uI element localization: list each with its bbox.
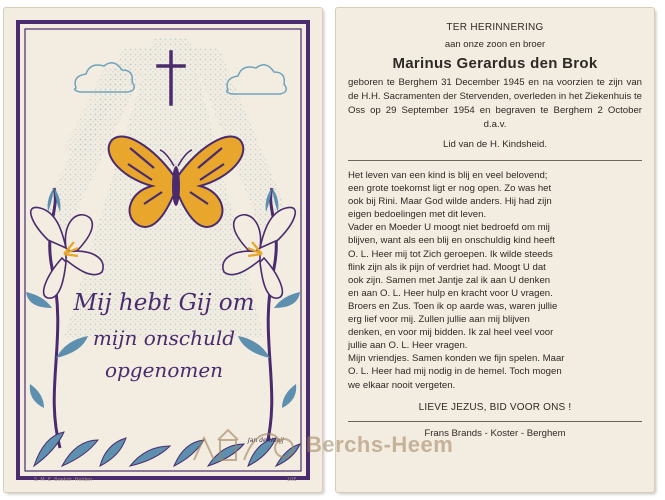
page-marker: 10E xyxy=(287,477,297,483)
memorial-paragraph xyxy=(348,169,642,392)
divider-bottom xyxy=(348,421,642,422)
paragraph-line: een grote toekomst ligt er nog open. Zo was het xyxy=(348,183,552,195)
paragraph-line: Mijn vriendjes. Samen konden we fijn spelen. Maar xyxy=(348,353,565,365)
watermark-logo-icon xyxy=(188,426,298,466)
paragraph-line: O. L. Heer had mij nodig in de hemel. Toch mogen xyxy=(348,366,562,378)
paragraph-line: blijven, want als een blij en onschuldig kind heeft xyxy=(348,235,555,247)
paragraph-line: en aan O. L. Heer hulp en kracht voor U vragen. xyxy=(348,287,553,299)
paragraph-line: eigen bedoelingen met dit leven. xyxy=(348,209,487,221)
printer-credit: S. M. E. Boekdr. Helden xyxy=(34,477,93,483)
paragraph-line: Vader en Moeder U moogt niet bedroefd om mij xyxy=(348,222,550,234)
paragraph-line: Broers en Zus. Toen ik op aarde was, waren jullie xyxy=(348,300,558,312)
paragraph-line: ook bij Rini. Maar God wilde anders. Hij had zijn xyxy=(348,196,552,208)
subheading: aan onze zoon en broer xyxy=(444,39,546,50)
motto-line-1: Mij hebt Gij om xyxy=(73,290,255,316)
divider-top xyxy=(348,160,642,161)
back-card xyxy=(336,8,654,492)
watermark xyxy=(188,426,488,466)
paragraph-line: ook zijn. Samen met Jantje zal ik aan U denken xyxy=(348,274,551,286)
paragraph-line: erg lief voor mij. Zullen jullie aan mij blijven xyxy=(348,314,530,326)
front-card xyxy=(4,8,322,492)
paragraph-line: Het leven van een kind is blij en veel belovend; xyxy=(348,170,548,181)
membership: Lid van de H. Kindsheid. xyxy=(443,139,547,150)
heading: TER HERINNERING xyxy=(446,22,544,33)
back-text-block xyxy=(348,20,642,439)
watermark-text: Berchs-Heem xyxy=(306,432,454,457)
motto-line-2: mijn onschuld xyxy=(92,326,236,350)
paragraph-line: jullie aan O. L. Heer vragen. xyxy=(348,340,468,352)
paragraph-line: we elkaar nooit vergeten. xyxy=(348,379,456,391)
paragraph-line: flink zijn als ik pijn of verdriet had. Moogt U dat xyxy=(348,261,546,273)
motto-line-3: opgenomen xyxy=(104,358,224,382)
paragraph-line: O. L. Heer mij tot Zich geroepen. Ik wilde steeds xyxy=(348,248,553,260)
deceased-name: Marinus Gerardus den Brok xyxy=(392,55,598,72)
prayer: LIEVE JEZUS, BID VOOR ONS ! xyxy=(418,401,572,413)
biography: geboren te Berghem 31 December 1945 en na voorzien te zijn van de H.H. Sacramenten der Stervenden, overleden in het Ziekenhuis te Oss op 29 September 1954 en begraven te Berghem 2 October d.a.v. xyxy=(348,77,642,130)
paragraph-line: denken, en voor mij bidden. Ik zal heel veel voor xyxy=(348,327,554,339)
artist-signature: Jan de Nooij xyxy=(248,437,284,444)
printer-line: Frans Brands - Koster - Berghem xyxy=(424,427,566,439)
front-illustration xyxy=(4,8,322,492)
